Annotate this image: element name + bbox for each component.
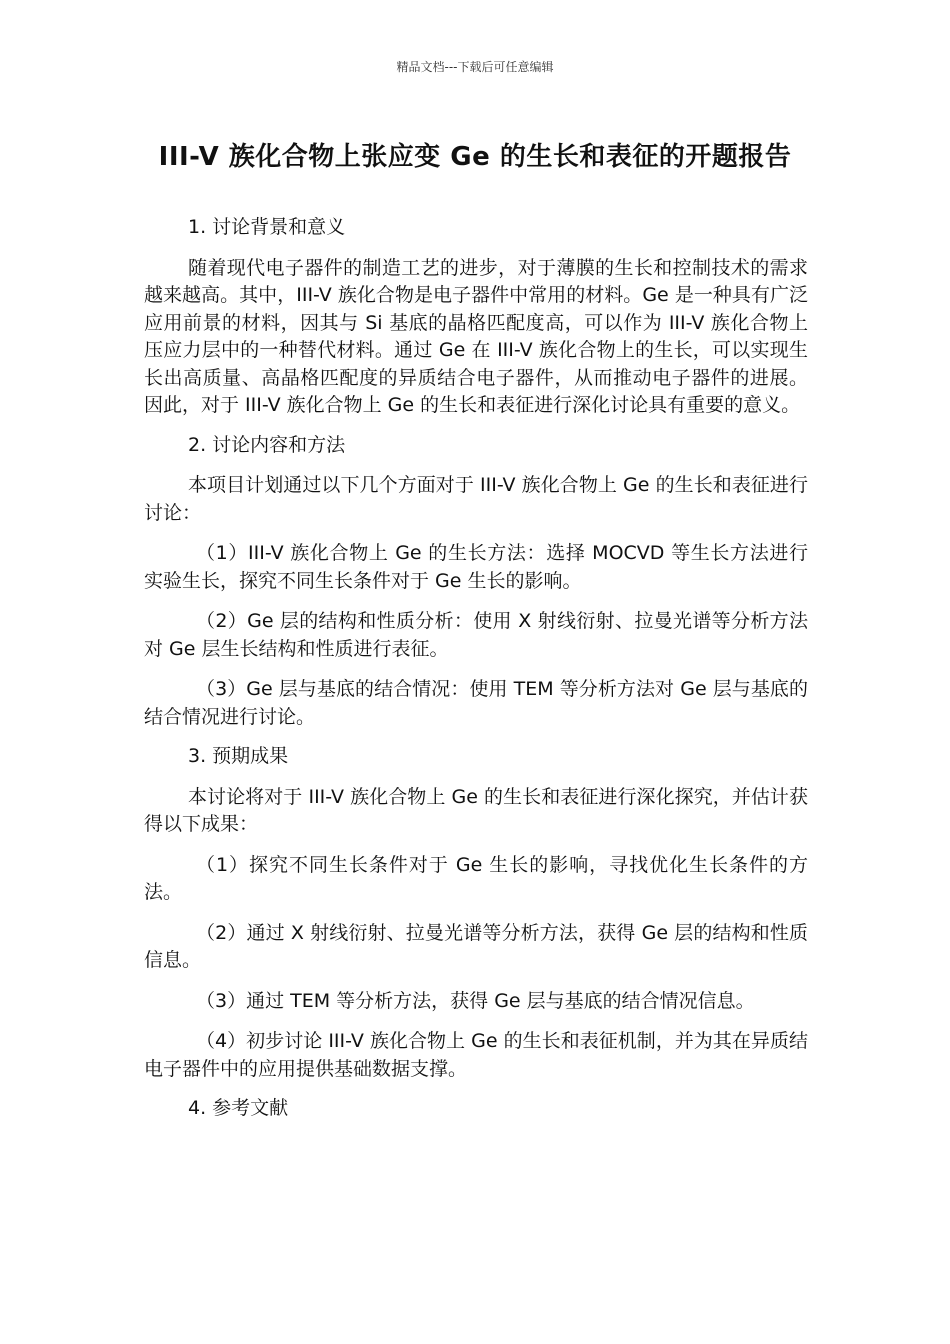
section-2-heading: 2. 讨论内容和方法 xyxy=(188,433,346,456)
header-note: 精品文档---下载后可任意编辑 xyxy=(396,60,554,74)
section-2-item-1: （1）III-V 族化合物上 Ge 的生长方法：选择 MOCVD 等生长方法进行实验生长，探究不同生长条件对于 Ge 生长的影响。 xyxy=(144,542,808,592)
section-3-intro: 本讨论将对于 III-V 族化合物上 Ge 的生长和表征进行深化探究，并估计获得以下成果： xyxy=(144,785,808,835)
section-3-heading: 3. 预期成果 xyxy=(188,745,289,767)
section-3-item-3: （3）通过 TEM 等分析方法，获得 Ge 层与基底的结合情况信息。 xyxy=(196,989,755,1012)
section-1-paragraph: 随着现代电子器件的制造工艺的进步，对于薄膜的生长和控制技术的需求越来越高。其中，III-V 族化合物是电子器件中常用的材料。Ge 是一种具有广泛应用前景的材料，因其与 Si 基底的晶格匹配度高，可以作为 III-V 族化合物上压应力层中的一种替代材料。通过 Ge 在 III-V 族化合物上的生长，可以实现生长出高质量、高晶格匹配度的异质结合电子器件，从而推动电子器件的进展。因此，对于 III-V 族化合物上 Ge 的生长和表征进行深化讨论具有重要的意义。 xyxy=(144,256,808,416)
section-1-heading: 1. 讨论背景和意义 xyxy=(188,216,346,238)
document-body xyxy=(144,214,808,1123)
section-3-item-4: （4）初步讨论 III-V 族化合物上 Ge 的生长和表征机制，并为其在异质结电子器件中的应用提供基础数据支撑。 xyxy=(144,1030,808,1080)
section-2-intro: 本项目计划通过以下几个方面对于 III-V 族化合物上 Ge 的生长和表征进行讨论： xyxy=(144,474,808,524)
section-4-heading: 4. 参考文献 xyxy=(188,1097,289,1119)
section-2-item-3: （3）Ge 层与基底的结合情况：使用 TEM 等分析方法对 Ge 层与基底的结合情况进行讨论。 xyxy=(144,678,808,728)
document-title: III-V 族化合物上张应变 Ge 的生长和表征的开题报告 xyxy=(158,142,792,172)
section-3-item-1: （1）探究不同生长条件对于 Ge 生长的影响，寻找优化生长条件的方法。 xyxy=(144,853,808,903)
section-2-item-2: （2）Ge 层的结构和性质分析：使用 X 射线衍射、拉曼光谱等分析方法对 Ge 层生长结构和性质进行表征。 xyxy=(144,610,808,660)
section-3-item-2: （2）通过 X 射线衍射、拉曼光谱等分析方法，获得 Ge 层的结构和性质信息。 xyxy=(144,921,808,971)
